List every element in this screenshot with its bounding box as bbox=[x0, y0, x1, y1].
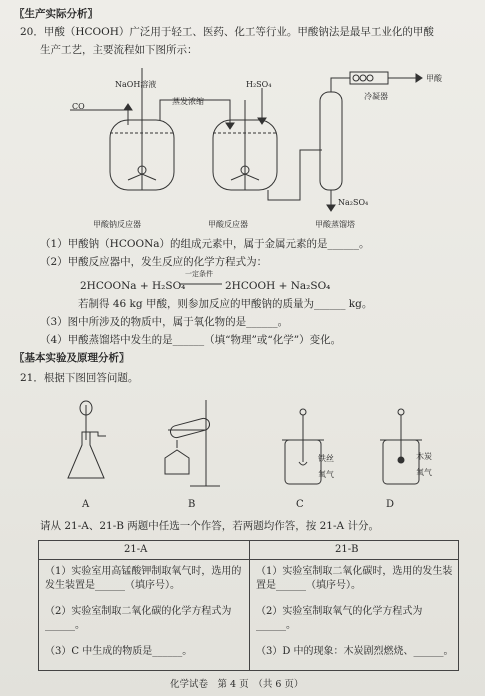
label-B: B bbox=[188, 499, 196, 510]
table-a2: （2）实验室制取二氧化碳的化学方程式为______。 bbox=[45, 606, 232, 631]
table-b2: （2）实验室制取氧气的化学方程式为______。 bbox=[256, 606, 423, 631]
label-c-wire: 铁丝 bbox=[318, 454, 334, 463]
q20-sub1: （1）甲酸钠（HCOONa）的组成元素中，属于金属元素的是______。 bbox=[40, 238, 370, 250]
label-co: CO bbox=[72, 102, 85, 111]
label-D: D bbox=[386, 499, 395, 510]
label-c-o2: 氧气 bbox=[318, 470, 334, 479]
q20-sub4: （4）甲酸蒸馏塔中发生的是______（填“物理”或“化学”）变化。 bbox=[40, 334, 342, 346]
q20-sub2: （2）甲酸反应器中，发生反应的化学方程式为： bbox=[40, 256, 268, 268]
q21-intro: 21．根据下图回答问题。 bbox=[20, 372, 139, 384]
label-reactor1: 甲酸钠反应器 bbox=[93, 220, 141, 229]
table-a3: （3）C 中生成的物质是______。 bbox=[45, 646, 193, 657]
label-evaporation: 蒸发浓缩 bbox=[172, 97, 204, 106]
q20-sub3: （3）图中所涉及的物质中，属于氧化物的是______。 bbox=[40, 316, 289, 328]
label-reactor2: 甲酸反应器 bbox=[208, 220, 248, 229]
q20-eq-right: 2HCOOH + Na₂SO₄ bbox=[225, 280, 331, 292]
label-naoh: NaOH溶液 bbox=[115, 80, 157, 89]
label-A: A bbox=[82, 499, 90, 510]
table-head-b: 21-B bbox=[335, 544, 359, 555]
table-head-a: 21-A bbox=[124, 544, 148, 555]
section-title-basic: 〖基本实验及原理分析〗 bbox=[14, 352, 130, 364]
label-d-carbon: 木炭 bbox=[416, 452, 432, 461]
table-b3: （3）D 中的现象：木炭剧烈燃烧、______。 bbox=[256, 646, 454, 657]
label-C: C bbox=[296, 499, 304, 510]
label-condenser: 冷凝器 bbox=[364, 92, 388, 101]
table-a1: （1）实验室用高锰酸钾制取氧气时，选用的发生装置是______（填序号）。 bbox=[45, 566, 242, 591]
q20-eq-left: 2HCOONa + H₂SO₄ bbox=[80, 280, 186, 292]
label-h2so4: H₂SO₄ bbox=[246, 80, 272, 89]
table-divider bbox=[249, 541, 250, 670]
label-na2so4: Na₂SO₄ bbox=[338, 198, 369, 207]
label-d-o2: 氧气 bbox=[416, 468, 432, 477]
table-b1: （1）实验室制取二氧化碳时，选用的发生装置是______（填序号）。 bbox=[256, 566, 453, 591]
label-formic-acid: 甲酸 bbox=[426, 74, 442, 83]
q20-intro-line1: 20．甲酸（HCOOH）广泛用于轻工、医药、化工等行业。甲酸钠法是最早工业化的甲酸 bbox=[20, 26, 434, 38]
page-footer: 化学试卷 第 4 页 （共 6 页） bbox=[170, 679, 304, 690]
section-title-practical: 〖生产实际分析〗 bbox=[14, 8, 98, 20]
q20-intro-line2: 生产工艺，主要流程如下图所示： bbox=[40, 44, 198, 56]
q20-sub2b: 若制得 46 kg 甲酸，则参加反应的甲酸钠的质量为______ kg。 bbox=[78, 298, 373, 310]
q21-choose: 请从 21-A、21-B 两题中任选一个作答，若两题均作答，按 21-A 计分。 bbox=[40, 520, 379, 532]
label-tower: 甲酸蒸馏塔 bbox=[315, 220, 355, 229]
q20-eq-condition: 一定条件 bbox=[185, 270, 213, 278]
answer-table bbox=[38, 540, 459, 671]
